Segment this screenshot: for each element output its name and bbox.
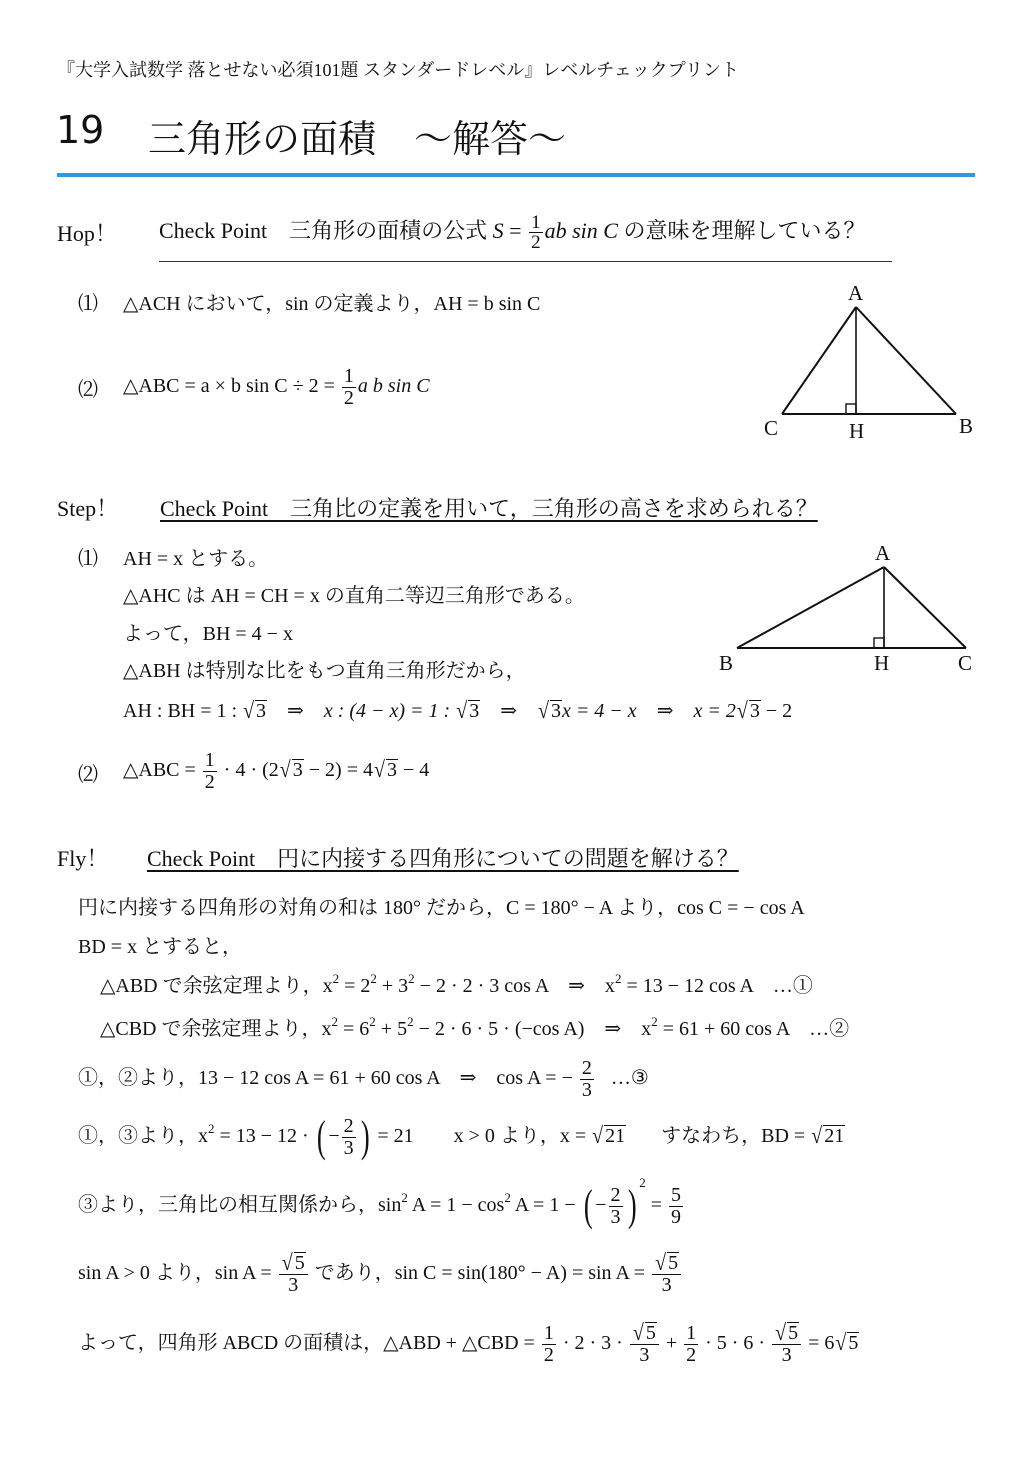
text-segment: = 13 − 12 cos A …①: [621, 975, 813, 997]
right-paren: ): [360, 1112, 370, 1162]
fly-line-2: BD = x とすると，: [78, 936, 243, 958]
radicand: 3: [749, 700, 760, 722]
step-label: Step！: [57, 496, 119, 521]
vertex-label-b: B: [719, 651, 734, 675]
text-segment: すなわち，BD =: [661, 1125, 806, 1147]
step-triangle-figure: [710, 540, 990, 680]
fraction-numerator: 1: [531, 211, 541, 233]
ratio-part-c: x = 4 − x: [561, 700, 637, 722]
vertex-label-a: A: [848, 281, 864, 305]
hop-checkpoint: [159, 206, 865, 256]
print-header: 『大学入試数学 落とせない必須101題 スタンダードレベル』レベルチェックプリント: [57, 60, 740, 80]
text-segment: A = 1 − cos: [407, 1194, 505, 1216]
sqrt-symbol: √: [835, 1330, 847, 1356]
text-segment: △CBD で余弦定理より，x: [100, 1018, 332, 1040]
fly-line-6: ①，③より，$x^2 = 13 - 12$ · ( − $\frac{2}{3}$ ) = 21 x > 0 より，x = √ 21 すなわち，BD = √ 21: [78, 1106, 845, 1166]
sqrt-symbol: √: [243, 698, 255, 724]
text-segment: + 3: [376, 975, 409, 997]
text-segment: = 61 + 60 cos A …②: [657, 1018, 850, 1040]
hop-label: Hop！: [57, 221, 117, 246]
ratio-part-d-tail: − 2: [765, 700, 793, 722]
exponent-2: 2: [331, 1014, 339, 1029]
radicand: 3: [292, 759, 303, 781]
hop-q2-pre: △ABC = a × b sin C ÷ 2 =: [123, 375, 335, 397]
text-segment: = 21 x > 0 より，x =: [377, 1125, 587, 1147]
sqrt-symbol: √: [373, 757, 385, 783]
step-q2-tail: − 4: [402, 759, 430, 781]
fraction-denominator: 3: [581, 1078, 592, 1101]
step-line-3: よって，BH = 4 − x: [123, 623, 293, 645]
sqrt-symbol: √: [279, 757, 291, 783]
fraction-numerator: 1: [343, 364, 354, 387]
fraction-numerator: [652, 1252, 681, 1275]
exponent-2: 2: [369, 1014, 376, 1029]
text-segment: …③: [610, 1067, 649, 1089]
fraction-denominator: 3: [610, 1205, 621, 1228]
fraction-denominator: 9: [670, 1205, 681, 1228]
exponent-2: 2: [408, 971, 415, 986]
hop-q2-post: a b sin C: [357, 375, 430, 397]
hop-q2-fraction: [342, 366, 356, 409]
fraction-denominator: 2: [543, 1343, 554, 1366]
radicand: 5: [294, 1252, 305, 1275]
ratio-part-d: x = 2: [693, 700, 736, 722]
step-q2-answer: [123, 742, 429, 798]
exponent-2: 2: [370, 971, 377, 986]
step-checkpoint: Check Point 三角比の定義を用いて，三角形の高さを求められる？: [160, 496, 818, 521]
fraction-denominator: 2: [343, 386, 354, 409]
text-segment: + 5: [375, 1018, 408, 1040]
hop-checkpoint-text: Check Point 三角形の面積の公式: [159, 218, 488, 243]
fraction-denominator: 2: [204, 770, 215, 793]
text-segment: =: [650, 1194, 662, 1216]
step-q2-number: ⑵: [78, 764, 98, 786]
fraction-denominator: 3: [288, 1274, 299, 1297]
fraction-denominator: 2: [686, 1343, 697, 1366]
left-paren: (: [583, 1181, 593, 1231]
text-segment: = 6: [338, 1018, 370, 1040]
side-ab: [856, 307, 956, 414]
text-segment: A = 1 −: [510, 1194, 576, 1216]
step-q2-pre: △ABC =: [123, 759, 196, 781]
radicand: 5: [788, 1322, 799, 1345]
fraction-numerator: 5: [670, 1183, 681, 1206]
text-segment: − 2 · 2 · 3 cos A ⇒ x: [414, 975, 615, 997]
step-q2-fraction: [203, 750, 217, 793]
fraction-denominator: 3: [781, 1344, 792, 1367]
fraction-numerator: 1: [686, 1321, 697, 1344]
sqrt-symbol: √: [537, 698, 549, 724]
fraction-denominator: 3: [343, 1136, 354, 1159]
exponent-2: 2: [401, 1190, 408, 1205]
fly-line-5: [78, 1050, 649, 1106]
vertex-label-h: H: [874, 651, 890, 675]
exponent-2: 2: [651, 1014, 658, 1029]
hop-formula-lhs: S: [492, 218, 504, 243]
radicand: 21: [605, 1125, 626, 1147]
hop-formula-fraction: [529, 213, 543, 254]
fraction-numerator: [279, 1252, 308, 1275]
fraction: [684, 1323, 698, 1366]
title-divider: [57, 173, 975, 177]
hop-formula-rhs: ab sin C: [544, 218, 618, 243]
radicand: 21: [824, 1125, 845, 1147]
vertex-label-b: B: [959, 414, 974, 438]
fraction-denominator: 3: [661, 1274, 672, 1297]
hop-checkpoint-tail: の意味を理解している？: [623, 218, 866, 243]
implies-arrow: ⇒: [500, 700, 517, 722]
fly-checkpoint: Check Point 円に内接する四角形についての問題を解ける？: [147, 846, 739, 871]
radicand: 3: [550, 700, 561, 722]
exponent-2: 2: [504, 1190, 511, 1205]
step-line-1: AH = x とする。: [123, 548, 269, 570]
page-title: 三角形の面積 〜解答〜: [148, 117, 567, 161]
radicand: 3: [256, 700, 267, 722]
step-ratio-line: [123, 698, 792, 723]
radicand: 5: [668, 1252, 679, 1275]
fraction: [279, 1252, 308, 1296]
left-paren: (: [316, 1112, 326, 1162]
vertex-label-c: C: [764, 416, 779, 440]
fraction: [630, 1322, 659, 1366]
fraction-numerator: 2: [581, 1056, 592, 1079]
sqrt-symbol: √: [632, 1320, 644, 1346]
fraction: [609, 1185, 623, 1228]
sqrt-symbol: √: [736, 698, 748, 724]
fly-line-4: [100, 1012, 849, 1041]
exponent-2: 2: [407, 1014, 414, 1029]
fraction: [580, 1058, 594, 1101]
text-segment: · 5 · 6 ·: [705, 1332, 766, 1354]
hop-triangle-figure: [760, 280, 990, 450]
vertex-label-c: C: [958, 651, 973, 675]
radicand: 3: [386, 759, 397, 781]
hop-checkpoint-underline: [159, 261, 892, 262]
sqrt-symbol: √: [655, 1250, 667, 1276]
fly-line-7: ③より，三角比の相互関係から，$\sin^2 A = 1 - \cos^2 A = 1$ − ( − $\frac{2}{3}$ ) $^2$ = $\frac{5}{9}$: [78, 1175, 681, 1231]
text-segment: △ABD で余弦定理より，x: [100, 975, 333, 997]
text-segment: = 2: [339, 975, 371, 997]
fraction-numerator: 2: [610, 1183, 621, 1206]
step-q1-number: ⑴: [78, 548, 98, 570]
sqrt-symbol: √: [281, 1250, 293, 1276]
sqrt-symbol: √: [592, 1123, 604, 1149]
sqrt-symbol: √: [775, 1320, 787, 1346]
text-segment: ①，③より，x: [78, 1125, 208, 1147]
fraction-numerator: [630, 1322, 659, 1345]
right-angle-mark: [846, 404, 856, 414]
fly-label: Fly！: [57, 846, 109, 871]
right-angle-mark: [874, 638, 884, 648]
fraction-denominator: 3: [639, 1344, 650, 1367]
ratio-part-a: AH : BH = 1 :: [123, 700, 238, 722]
hop-q1-number: ⑴: [78, 293, 98, 315]
exponent-2: 2: [639, 1175, 646, 1190]
text-segment: = 13 − 12 ·: [214, 1125, 309, 1147]
ratio-part-b: x : (4 − x) = 1 :: [323, 700, 451, 722]
sqrt-symbol: √: [456, 698, 468, 724]
text-segment: であり，sin C = sin(180° − A) = sin A =: [314, 1262, 646, 1284]
sqrt-symbol: √: [811, 1123, 823, 1149]
step-line-2: △AHC は AH = CH = x の直角二等辺三角形である。: [123, 585, 585, 607]
fraction: [669, 1185, 683, 1228]
fly-line-1: 円に内接する四角形の対角の和は 180° だから，C = 180° − A より，cos C = − cos A: [78, 897, 805, 919]
fraction-numerator: [772, 1322, 801, 1345]
exponent-2: 2: [614, 971, 622, 986]
right-paren: ): [627, 1181, 637, 1231]
hop-q1-answer: △ACH において，sin の定義より，AH = b sin C: [123, 293, 541, 315]
hop-q2-answer: [123, 358, 430, 414]
fraction-numerator: 2: [343, 1114, 354, 1137]
text-segment: − 2 · 6 · 5 · (−cos A) ⇒ x: [413, 1018, 652, 1040]
exponent-2: 2: [208, 1121, 215, 1136]
exponent-2: 2: [332, 971, 340, 986]
side-ac: [782, 307, 856, 414]
fraction-denominator: 2: [531, 232, 541, 254]
text-segment: よって，四角形 ABCD の面積は，△ABD + △CBD =: [78, 1332, 535, 1354]
fraction: [772, 1322, 801, 1366]
text-segment: ①，②より，13 − 12 cos A = 61 + 60 cos A ⇒ cos A = −: [78, 1067, 573, 1089]
problem-number: 19: [56, 108, 105, 152]
text-segment: = 6: [808, 1332, 835, 1354]
fly-line-9: [78, 1313, 859, 1373]
vertex-label-h: H: [849, 419, 865, 443]
fraction-numerator: 1: [204, 748, 215, 771]
radicand: 5: [848, 1332, 859, 1354]
implies-arrow: ⇒: [656, 700, 674, 722]
hop-formula-eq: =: [509, 218, 522, 243]
fraction: [652, 1252, 681, 1296]
radicand: 3: [469, 700, 480, 722]
text-segment: sin A > 0 より，sin A =: [78, 1262, 272, 1284]
hop-q2-number: ⑵: [78, 379, 98, 401]
step-line-4: △ABH は特別な比をもつ直角三角形だから，: [123, 660, 526, 682]
radicand: 5: [645, 1322, 656, 1345]
side-ab: [737, 567, 884, 648]
text-segment: ③より，三角比の相互関係から，sin: [78, 1194, 402, 1216]
fraction: [542, 1323, 556, 1366]
vertex-label-a: A: [875, 541, 891, 565]
text-segment: +: [665, 1332, 678, 1354]
step-q2-mid2: − 2) = 4: [308, 759, 373, 781]
fraction-numerator: 1: [543, 1321, 554, 1344]
step-q2-mid: · 4 · (2: [223, 759, 279, 781]
implies-arrow: ⇒: [287, 700, 304, 722]
fly-line-8: [78, 1243, 683, 1303]
text-segment: · 2 · 3 ·: [562, 1332, 623, 1354]
side-ac: [884, 567, 966, 648]
fraction: [342, 1116, 356, 1159]
fly-line-3: [100, 969, 813, 998]
